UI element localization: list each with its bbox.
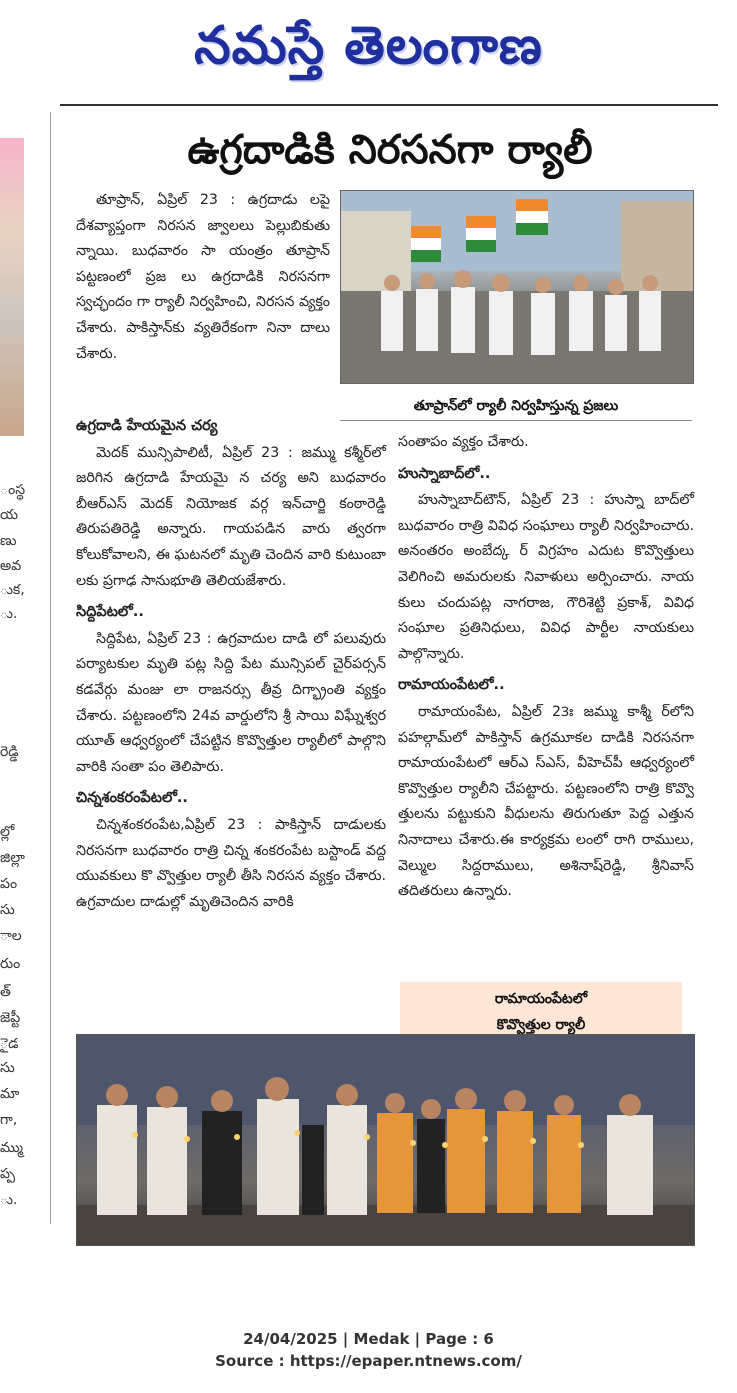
adjacent-text-fragment: గా, <box>0 1112 18 1128</box>
adjacent-text-fragment: ల్లో <box>0 824 15 840</box>
adjacent-text-fragment: ణు <box>0 533 17 549</box>
article-paragraph-continued: సంతాపం వ్యక్తం చేశారు. <box>398 434 529 450</box>
adjacent-text-fragment: ుక, <box>0 582 25 598</box>
adjacent-text-fragment: అవ <box>0 558 22 574</box>
adjacent-text-fragment: ప్ప <box>0 1166 16 1182</box>
footer-date-edition: 24/04/2025 | Medak | Page : 6 <box>243 1330 494 1348</box>
adjacent-text-fragment: జిల్లా <box>0 850 25 866</box>
article-paragraph-siddipet: సిద్దిపేట, ఏప్రిల్ 23 : ఉగ్రవాదుల దాడి లో పలువురు పర్యాటకుల మృతి పట్ల సిద్ది పేట మున్సిపల్ చైర్‌పర్సన్ కడవేర్గు మంజు లా రాజనర్సు తీవ్ర దిగ్భ్రాంతి వ్యక్తం చేశారు. పట్టణంలోని 24వ వార్డులోని శ్రీ సాయి విఘ్నేశ్వర యూత్ ఆధ్వర్యంలో చేపట్టిన కొవ్వొత్తుల ర్యాలీలో పాల్గొని వారికి సంతా పం తెలిపారు. <box>76 630 386 775</box>
adjacent-text-fragment: మ్ము <box>0 1140 23 1156</box>
rally-photo-illustration <box>341 191 693 383</box>
adjacent-text-fragment: త్‌ <box>0 984 11 1000</box>
adjacent-photo-fragment <box>0 138 24 436</box>
photo-caption-ramayampet <box>400 982 682 1038</box>
article-paragraph-ramayampet: రామాయంపేట, ఏప్రిల్ 23ః జమ్ము కాశ్మీ ర్‌లోని పహల్గామ్‌లో పాకిస్తాన్ ఉగ్రమూకల దాడికి నిరసనగా రామాయంపేటలో ఆర్‌ఎ స్‌ఎస్, వీహెచ్‌పీ ఆధ్వర్యంలో కొవ్వొత్తుల ర్యాలీని చేపట్టారు. పట్టణంలోని రాత్రి కొవ్వొ త్తులను పట్టుకుని వీధులను తిరుగుతూ పెద్ద ఎత్తున నినాదాలు చేశారు.ఈ కార్యక్రమ లంలో రాగి రాములు, వెల్ముల సిద్దరాములు, అశినాష్‌రెడ్డి, శ్రీనివాస్ తదితరులు ఉన్నారు. <box>398 703 694 900</box>
adjacent-text-fragment: రెడ్డి <box>0 744 19 760</box>
right-text-column <box>398 430 694 905</box>
adjacent-text-fragment: ాల <box>0 928 22 944</box>
adjacent-text-fragment: ు. <box>0 606 18 622</box>
page-footer <box>0 1328 737 1372</box>
subheading-medak: ఉగ్రదాడి హేయమైన చర్య <box>76 418 218 434</box>
top-rule <box>60 104 718 106</box>
subheading-siddipet: సిద్దిపేటలో.. <box>76 604 144 621</box>
subheading-husnabad: హుస్నాబాద్‌లో.. <box>398 465 491 482</box>
photo-caption-toopran: తూప్రాన్‌లో ర్యాలీ నిర్వహిస్తున్న ప్రజలు <box>340 392 692 421</box>
adjacent-text-fragment: మా <box>0 1086 20 1102</box>
subheading-chinnashankarampet: చిన్నశంకరంపేటలో.. <box>76 790 188 807</box>
adjacent-text-fragment: సు <box>0 1060 15 1076</box>
candle-rally-illustration <box>77 1035 694 1245</box>
column-divider <box>50 112 51 1224</box>
photo-caption-line1: రామాయంపేటలో <box>494 991 588 1007</box>
left-text-column <box>76 408 386 915</box>
adjacent-text-fragment: రుం <box>0 956 21 972</box>
headline: ఉగ్రదాడికి నిరసనగా ర్యాలీ <box>187 126 593 173</box>
adjacent-text-fragment: పం <box>0 876 18 892</box>
article-paragraph-chinnashankarampet: చిన్నశంకరంపేట,ఏప్రిల్ 23 : పాకిస్తాన్ దాడులకు నిరసనగా బుధవారం రాత్రి చిన్న శంకరంపేట బస్టాండ్ వద్ద యువకులు కొ వ్వొత్తుల ర్యాలీ తీసి నిరసన వ్యక్తం చేశారు. ఉగ్రవాదుల దాడుల్లో మృతిచెందిన వారికి <box>76 816 386 910</box>
adjacent-text-fragment: ు. <box>0 1192 18 1208</box>
article-paragraph-husnabad: హుస్నాబాద్‌టౌన్, ఏప్రిల్ 23 : హుస్నా బాద్‌లో బుధవారం రాత్రి వివిధ సంఘాలు ర్యాలీ నిర్వహించారు. అనంతరం అంబేద్క ర్ విగ్రహం ఎదుట కొవ్వొత్తులు వెలిగించి అమరులకు నివాళులు అర్పించారు. నాయ కులు చందుపట్ల నాగరాజ, గౌరిశెట్టి ప్రకాశ్, వివిధ సంఘాల ప్రతినిధులు, వివిధ పార్టీల నాయకులు పాల్గొన్నారు. <box>398 492 694 662</box>
masthead-logo: నమస్తే తెలంగాణ <box>194 15 543 76</box>
footer-source: Source : https://epaper.ntnews.com/ <box>215 1352 522 1370</box>
adjacent-text-fragment: జెప్టీ <box>0 1010 21 1026</box>
left-text-column-top <box>76 188 330 367</box>
adjacent-text-fragment: సు <box>0 902 15 918</box>
rally-photo-toopran <box>340 190 694 384</box>
photo-caption-line2: కొవ్వొత్తుల ర్యాలీ <box>496 1017 586 1033</box>
candle-rally-photo-ramayampet <box>76 1034 695 1246</box>
adjacent-text-fragment: ంస్థ <box>0 482 26 498</box>
article-paragraph-toopran: తూప్రాన్, ఏప్రిల్ 23 : ఉగ్రదాడు లపై దేశవ్యాప్తంగా నిరసన జ్వాలలు పెల్లుబికుతు న్నాయి. బుధవారం సా యంత్రం తూప్రాన్ పట్టణంలో ప్రజ లు ఉగ్రదాడికి నిరసనగా స్వచ్ఛందం గా ర్యాలీ నిర్వహించి, నిరసన వ్యక్తం చేశారు. పాకిస్తాన్‌కు వ్యతిరేకంగా నినా దాలు చేశారు. <box>76 192 330 362</box>
subheading-ramayampet: రామాయంపేటలో.. <box>398 677 505 694</box>
article-paragraph-medak: మెదక్ మున్సిపాలిటీ, ఏప్రిల్ 23 : జమ్ము కశ్మీర్‌లో జరిగిన ఉగ్రదాడి హేయమై న చర్య అని బుధవారం బీఆర్‌ఎస్ మెదక్ నియోజక వర్గ ఇన్‌చార్జి కంఠారెడ్డి తిరుపతిరెడ్డి అన్నారు. గాయపడిన వారు త్వరగా కోలుకోవాలని, ఈ ఘటనలో మృతి చెందిన వారి కుటుంబా లకు ప్రగాఢ సానుభూతి తెలియజేశారు. <box>76 444 386 589</box>
adjacent-text-fragment: ైడ <box>0 1036 19 1052</box>
adjacent-text-fragment: య <box>0 507 19 523</box>
